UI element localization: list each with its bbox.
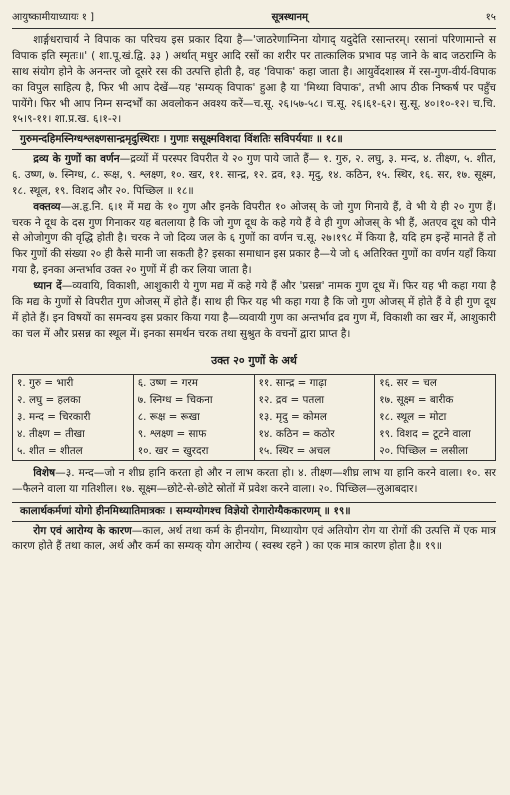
table-cell: १. गुरु = भारी [13,375,134,393]
table-row [13,426,496,443]
table-cell: २०. पिच्छिल = लसीला [375,443,496,461]
table-cell: ७. स्निग्ध = चिकना [133,392,254,409]
page-number: १५ [485,12,496,23]
table-cell: ५. शीत = शीतल [13,443,134,461]
verse-18: गुरुमन्दहिमस्निग्धश्लक्ष्णसान्द्रमृदुस्थिराः । गुणाः ससूक्ष्मविशदा विंशतिः सविपर्ययाः ॥ १८॥ [12,130,496,150]
table-row [13,409,496,426]
table-cell: १८. स्थूल = मोटा [375,409,496,426]
vaktavya-text: —अ.हृ.नि. ६।१ में मद्य के १० गुण और इनके विपरीत १० ओजस् के जो गुण गिनाये हैं, वे भी ये ही २० गुण हैं। चरक ने दूध के दस गुण गिनाकर यह बतलाया है कि जो गुण दूध के कहे गये हैं वे ही गुण ओजस् के भी हैं, अतएव दूध को पीने से ओजोगुण की वृद्धि होती है। चरक ने जो दिव्य जल के ६ गुणों का वर्णन च.सू. २७।१९८ में किया है, यदि हम इन्हें मानते हैं तो फिर गुणों की संख्या २० ही कैसे मानी जा सकती है? इसका समाधान इस प्रकार है—ये जो ६ अतिरिक्त गुणों का वर्णन यहाँ किया गया है, इनका अन्तर्भाव उक्त २० गुणों में ही कर लिया जाता है। [12,200,496,277]
vaktavya-paragraph [12,200,496,279]
table-cell: ११. सान्द्र = गाढ़ा [254,375,375,393]
table-cell: १६. सर = चल [375,375,496,393]
spacer [12,343,496,351]
table-cell: ६. उष्ण = गरम [133,375,254,393]
vishesh-paragraph [12,466,496,498]
table-cell: ४. तीक्ष्ण = तीखा [13,426,134,443]
roga-label: रोग एवं आरोग्य के कारण [33,524,132,537]
roga-paragraph [12,524,496,556]
dravya-paragraph [12,152,496,200]
vishesh-text: —३. मन्द—जो न शीघ्र हानि करता हो और न लाभ करता हो। ४. तीक्ष्ण—शीघ्र लाभ या हानि करने वाला। १०. सर—फैलने वाला या गतिशील। १७. सूक्ष्म—छोटे-से-छोटे स्रोतों में प्रवेश करने वाला। २०. पिच्छिल—लुआबदार। [12,467,496,496]
table-cell: ८. रूक्ष = रूखा [133,409,254,426]
roga-text: —काल, अर्थ तथा कर्म के हीनयोग, मिथ्यायोग एवं अतियोग रोग या रोगों की उत्पत्ति में एक मात्र कारण होते हैं तथा काल, अर्थ और कर्म का सम्यक् योग आरोग्य ( स्वस्थ रहने ) का एक मात्र कारण होता है॥ १९॥ [12,524,496,553]
section-title: सूत्रस्थानम् [271,12,309,23]
table-cell: १३. मृदु = कोमल [254,409,375,426]
gunas-table [12,374,496,461]
table-cell: १९. विशद = टूटने वाला [375,426,496,443]
vaktavya-label: वक्तव्य [33,200,61,213]
table-cell: १२. द्रव = पतला [254,392,375,409]
dhyan-label: ध्यान दें [33,280,62,293]
verse-19: कालार्थकर्मणां योगो हीनमिथ्यातिमात्रकः । सम्यग्योगश्च विज्ञेयो रोगारोग्यैककारणम् ॥ १९॥ [12,502,496,522]
dravya-label: द्रव्य के गुणों का वर्णन [33,152,120,165]
table-row [13,375,496,393]
dhyan-paragraph [12,279,496,343]
table-cell: १५. स्थिर = अचल [254,443,375,461]
table-cell: १०. खर = खुरदरा [133,443,254,461]
table-cell: २. लघु = हलका [13,392,134,409]
table-row [13,392,496,409]
table-cell: १४. कठिन = कठोर [254,426,375,443]
table-cell: ९. श्लक्ष्ण = साफ [133,426,254,443]
running-header [12,10,496,29]
table-cell: ३. मन्द = चिरकारी [13,409,134,426]
table-title: उक्त २० गुणों के अर्थ [211,353,297,367]
chapter-title: आयुष्कामीयाध्यायः १ ] [12,12,95,23]
intro-paragraph: शार्ङ्गधराचार्य ने विपाक का परिचय इस प्रकार दिया है—'जाठरेणाग्निना योगाद् यदुदेति रसान्तरम्। रसानां परिणामान्ते स विपाक इति स्मृतः॥' ( शा.पू.खं.द्वि. ३३ ) अर्थात् मधुर आदि रसों का शरीर पर तात्कालिक प्रभाव पड़ जाने के बाद जठराग्नि के साथ संयोग होने के अनन्तर जो दूसरे रस की उत्पत्ति होती है, वह 'विपाक' कहा जाता है। आयुर्वेदशास्त्र में रस-गुण-वीर्य-विपाक का विपुल साहित्य है, फिर भी आप देखें—यह 'सम्यक् विपाक' हुआ है या 'मिथ्या विपाक', तभी आप ठीक निष्कर्ष पर पहुँच पायेंगे। फिर भी आप निम्न सन्दर्भों का अवलोकन अवश्य करें—च.सू. २६।५७-५८। च.सू. २६।६१-६२। सु.सू. ४०।१०-१२। च.चि. १५।९-११। शा.प्र.ख. ६।१-२। [12,34,496,126]
vishesh-label: विशेष [33,467,56,480]
dravya-text: —द्रव्यों में परस्पर विपरीत ये २० गुण पाये जाते हैं— १. गुरु, २. लघु, ३. मन्द, ४. तीक्ष्ण, ५. शीत, ६. उष्ण, ७. स्निग्ध, ८. रूक्ष, ९. श्लक्ष्ण, १०. खर, ११. सान्द्र, १२. द्रव, १३. मृदु, १४. कठिन, १५. स्थिर, १६. सर, १७. सूक्ष्म, १८. स्थूल, १९. विशद और २०. पिच्छिल ॥ १८॥ [12,152,496,197]
table-cell: १७. सूक्ष्म = बारीक [375,392,496,409]
dhyan-text: —व्यवायि, विकाशी, आशुकारी ये गुण मद्य में कहे गये हैं और 'प्रसन्न' नामक गुण दूध में। फिर यह भी कहा गया है कि मद्य के गुणों से विपरीत गुण ओजस् में होते हैं। साथ ही फिर यह भी कहा गया है कि जो गुण ओजस् में होते हैं वे ही गुण दूध में होते हैं। इन विषयों का समन्वय इस प्रकार किया गया है—व्यवायी गुण का अन्तर्भाव द्रव गुण में, विकाशी का खर में, आशुकारी का चल में और प्रसन्न का स्थूल में। इनका समर्थन चरक तथा सुश्रुत के वचनों द्वारा प्राप्त है। [12,280,496,340]
table-row [13,443,496,461]
